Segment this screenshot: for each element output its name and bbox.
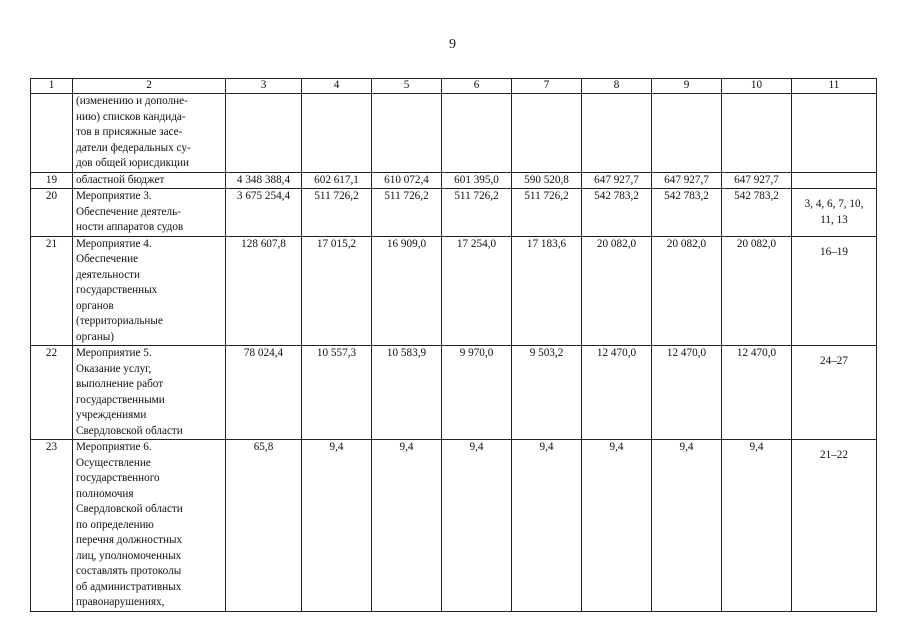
value-cell: 511 726,2 [302,189,372,237]
text-line: органы) [76,330,114,343]
text-line: составлять протоколы [76,565,182,577]
text-line: датели федеральных су- [76,141,191,154]
continuation-text-cell [73,94,226,173]
text-line: ности аппаратов судов [76,221,184,233]
value-cell: 16 909,0 [372,236,442,346]
description-cell [73,346,226,440]
header-cell: 11 [792,79,877,94]
table-row [31,189,877,237]
code-cell [792,236,877,346]
header-cell: 2 [73,79,226,94]
text-line: Свердловской области [76,424,183,437]
header-cell: 6 [442,79,512,94]
text-line: деятельности [76,268,141,281]
text-line: Обеспечение деятель- [76,205,181,218]
description-cell [73,236,226,346]
description-cell [73,189,226,237]
table-row [31,236,877,346]
text-line: учреждениями [76,409,147,421]
text-line: (территориальные [76,315,163,327]
table-row [31,172,877,189]
text-line: областной бюджет [76,173,165,186]
value-cell: 3 675 254,4 [226,189,302,237]
value-cell: 511 726,2 [442,189,512,237]
value-cell: 9,4 [512,440,582,612]
value-cell: 590 520,8 [512,172,582,189]
value-cell: 9 503,2 [512,346,582,440]
value-cell: 12 470,0 [582,346,652,440]
value-cell: 10 583,9 [372,346,442,440]
text-line: Осуществление [76,456,151,469]
code-cell [792,346,877,440]
value-cell: 610 072,4 [372,172,442,189]
continuation-row [31,94,877,173]
text-line: лиц, уполномоченных [76,549,182,562]
table-body [31,79,877,612]
code-line: 3, 4, 6, 7, 10, [804,198,864,210]
text-line: государственными [76,393,165,406]
text-line: органов [76,299,114,312]
text-line: Свердловской области [76,503,183,515]
value-cell: 647 927,7 [582,172,652,189]
value-cell: 12 470,0 [652,346,722,440]
code-line: 21–22 [820,449,848,461]
text-line: выполнение работ [76,378,164,390]
text-line: Мероприятие 4. [76,237,152,250]
value-cell: 542 783,2 [652,189,722,237]
row-number-cell: 23 [31,440,73,612]
text-line: перечня должностных [76,534,183,546]
row-number-cell: 22 [31,346,73,440]
value-cell: 9,4 [302,440,372,612]
text-line: по определению [76,518,154,531]
header-cell: 7 [512,79,582,94]
value-cell: 601 395,0 [442,172,512,189]
text-line: Мероприятие 5. [76,347,152,359]
header-cell: 10 [722,79,792,94]
text-line: дов общей юрисдикции [76,157,189,169]
value-cell: 9,4 [372,440,442,612]
value-cell: 647 927,7 [652,172,722,189]
value-cell [302,94,372,173]
row-number-cell: 20 [31,189,73,237]
description-cell [73,172,226,189]
value-cell: 128 607,8 [226,236,302,346]
row-number-cell: 21 [31,236,73,346]
code-cell [792,440,877,612]
header-cell: 1 [31,79,73,94]
value-cell [512,94,582,173]
value-cell: 4 348 388,4 [226,172,302,189]
text-line: правонарушениях, [76,596,165,608]
text-line: Оказание услуг, [76,362,152,375]
header-cell: 9 [652,79,722,94]
value-cell [372,94,442,173]
text-line: об административных [76,580,182,593]
value-cell: 9,4 [722,440,792,612]
program-table [30,78,877,612]
code-line: 11, 13 [820,213,848,226]
value-cell: 17 183,6 [512,236,582,346]
value-cell: 10 557,3 [302,346,372,440]
value-cell: 20 082,0 [722,236,792,346]
text-line: Обеспечение [76,253,139,265]
text-line: нию) списков кандида- [76,110,186,123]
code-cell [792,189,877,237]
header-cell: 3 [226,79,302,94]
text-line: государственных [76,284,158,296]
text-line: (изменению и дополне- [76,95,188,107]
text-line: Мероприятие 6. [76,441,152,453]
value-cell: 602 617,1 [302,172,372,189]
value-cell [652,94,722,173]
header-row [31,79,877,94]
value-cell: 20 082,0 [652,236,722,346]
header-cell: 8 [582,79,652,94]
code-cell [792,94,877,173]
text-line: тов в присяжные засе- [76,126,183,138]
row-number-cell: 19 [31,172,73,189]
value-cell: 17 015,2 [302,236,372,346]
code-cell [792,172,877,189]
description-cell [73,440,226,612]
code-line: 16–19 [820,245,848,258]
text-line: полномочия [76,487,134,500]
value-cell [582,94,652,173]
row-number-cell [31,94,73,173]
value-cell: 542 783,2 [582,189,652,237]
value-cell: 9,4 [442,440,512,612]
value-cell: 9,4 [652,440,722,612]
value-cell: 17 254,0 [442,236,512,346]
value-cell [722,94,792,173]
table-row [31,346,877,440]
value-cell: 542 783,2 [722,189,792,237]
value-cell [226,94,302,173]
text-line: Мероприятие 3. [76,190,152,202]
page-number: 9 [449,37,456,52]
value-cell: 9 970,0 [442,346,512,440]
value-cell [442,94,512,173]
value-cell: 9,4 [582,440,652,612]
value-cell: 20 082,0 [582,236,652,346]
value-cell: 647 927,7 [722,172,792,189]
code-line: 24–27 [820,355,848,367]
text-line: государственного [76,472,160,484]
value-cell: 511 726,2 [512,189,582,237]
value-cell: 78 024,4 [226,346,302,440]
header-cell: 5 [372,79,442,94]
value-cell: 65,8 [226,440,302,612]
header-cell: 4 [302,79,372,94]
value-cell: 511 726,2 [372,189,442,237]
table-row [31,440,877,612]
value-cell: 12 470,0 [722,346,792,440]
